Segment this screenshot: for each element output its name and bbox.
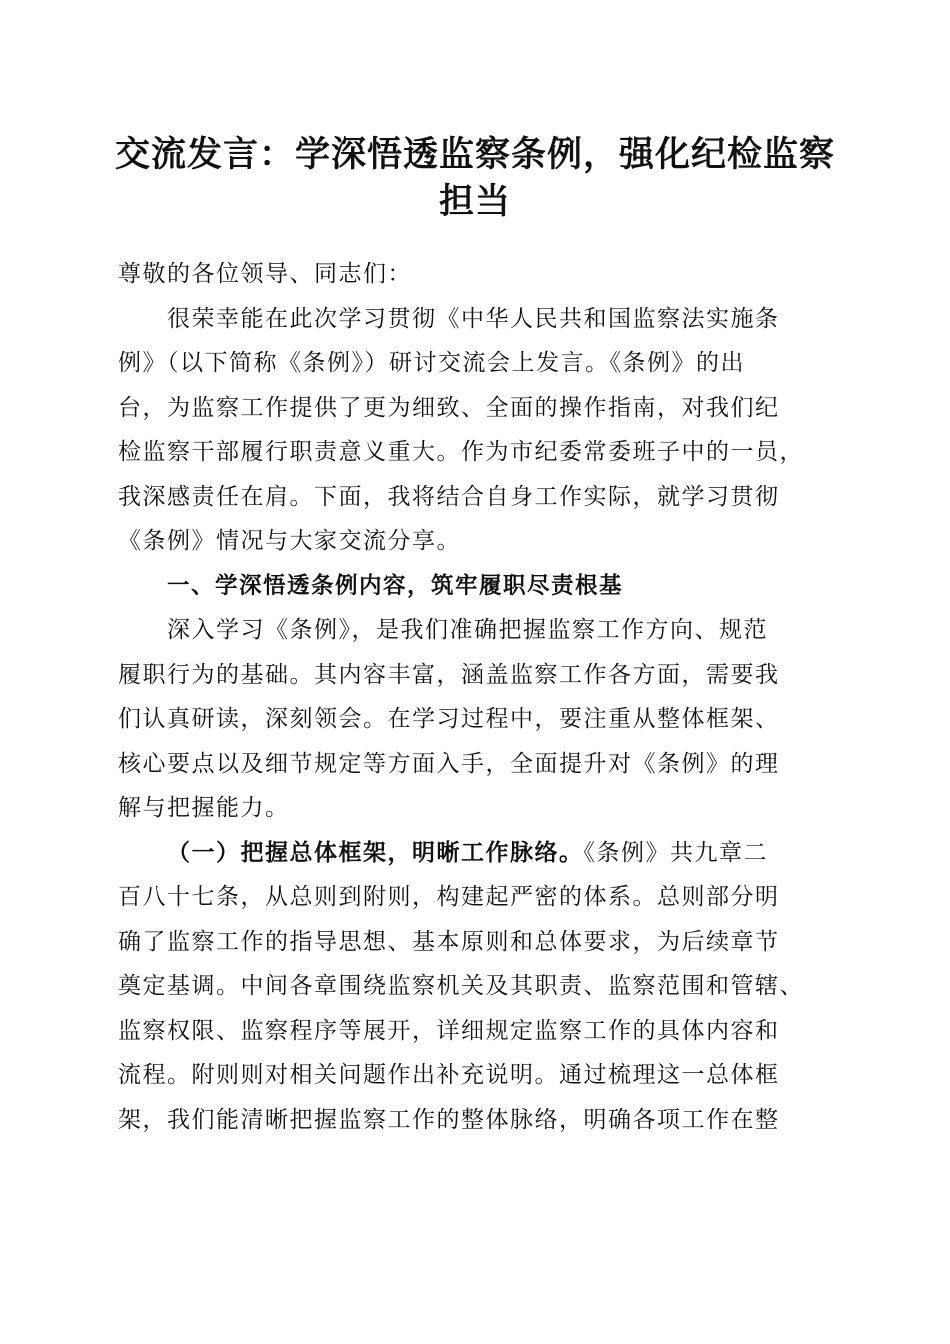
intro-line: 例》（以下简称《条例》）研讨交流会上发言。《条例》的出 [118, 350, 745, 376]
section1-line: 履职行为的基础。其内容丰富，涵盖监察工作各方面，需要我 [118, 661, 780, 688]
subsection1-line: 监察权限、监察程序等展开，详细规定监察工作的具体内容和 [118, 1017, 780, 1044]
section-heading-1: 一、学深悟透条例内容，筑牢履职尽责根基 [167, 572, 624, 599]
intro-line: 我深感责任在肩。下面，我将结合自身工作实际，就学习贯彻 [118, 483, 780, 510]
document-title [100, 132, 850, 226]
salutation: 尊敬的各位领导、同志们： [118, 261, 412, 287]
subsection1-line: 流程。附则则对相关问题作出补充说明。通过梳理这一总体框 [118, 1062, 780, 1088]
subsection1-paragraph [118, 831, 838, 1143]
intro-line: 台，为监察工作提供了更为细致、全面的操作指南，对我们纪 [118, 394, 780, 421]
intro-line: 检监察干部履行职责意义重大。作为市纪委常委班子中的一员， [118, 439, 804, 465]
section1-line: 们认真研读，深刻领会。在学习过程中，要注重从整体框架、 [118, 706, 780, 732]
intro-line: 《条例》情况与大家交流分享。 [118, 528, 461, 554]
subsection1-first-line [118, 831, 838, 876]
subsection1-first-line-rest: 《条例》共九章二 [583, 839, 768, 866]
title-line-1: 交流发言：学深悟透监察条例，强化纪检监察 [114, 135, 835, 175]
section1-line: 核心要点以及细节规定等方面入手，全面提升对《条例》的理 [118, 750, 780, 777]
section1-line: 深入学习《条例》，是我们准确把握监察工作方向、规范 [167, 617, 768, 643]
subsection1-line: 百八十七条，从总则到附则，构建起严密的体系。总则部分明 [118, 884, 780, 910]
section1-paragraph [118, 608, 838, 831]
subsection1-line: 确了监察工作的指导思想、基本原则和总体要求，为后续章节 [118, 928, 780, 955]
intro-paragraph [118, 297, 838, 564]
subsection1-line: 架，我们能清晰把握监察工作的整体脉络，明确各项工作在整 [118, 1106, 780, 1133]
subsection1-lead: （一）把握总体框架，明晰工作脉络。 [167, 838, 584, 866]
section1-line: 解与把握能力。 [118, 795, 290, 821]
title-line-2: 担当 [438, 182, 511, 222]
intro-line: 很荣幸能在此次学习贯彻《中华人民共和国监察法实施条 [167, 305, 780, 332]
document-body [118, 252, 838, 1142]
subsection1-line: 奠定基调。中间各章围绕监察机关及其职责、监察范围和管辖、 [118, 973, 804, 999]
